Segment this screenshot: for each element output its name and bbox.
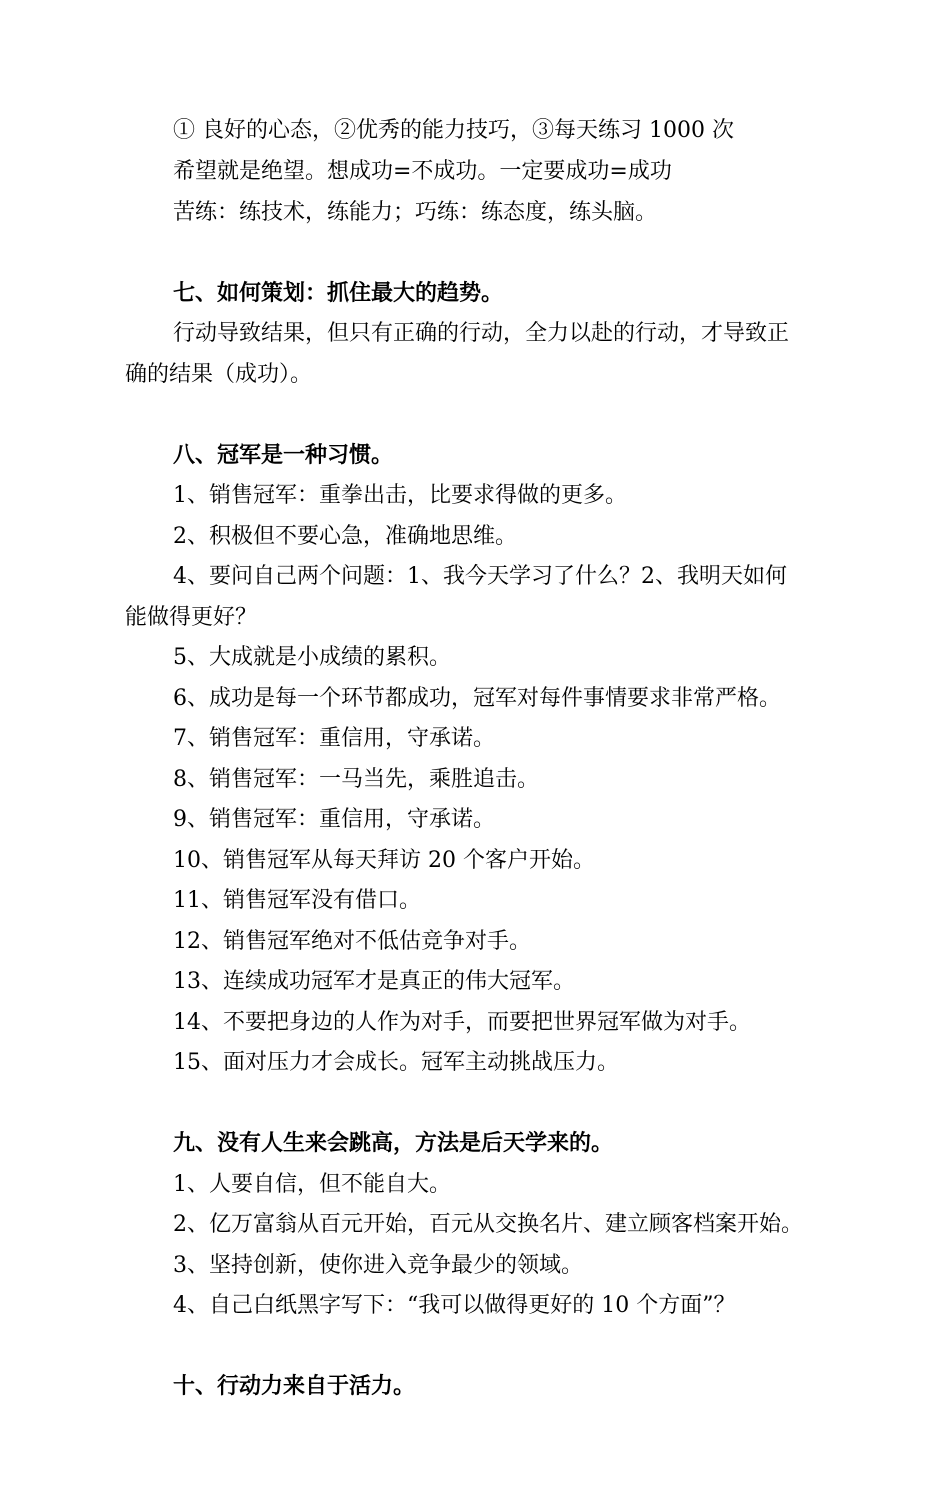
section-9-item: 3、坚持创新，使你进入竞争最少的领域。	[173, 1253, 583, 1278]
section-7-heading: 七、如何策划：抓住最大的趋势。	[173, 281, 504, 306]
section-8-item: 2、积极但不要心急，准确地思维。	[173, 524, 517, 549]
intro-line-3: 苦练：练技术，练能力；巧练：练态度，练头脑。	[173, 200, 658, 225]
section-8-item: 1、销售冠军：重拳出击，比要求得做的更多。	[173, 483, 627, 508]
section-8-item: 15、面对压力才会成长。冠军主动挑战压力。	[173, 1050, 619, 1075]
section-9-item: 2、亿万富翁从百元开始，百元从交换名片、建立顾客档案开始。	[173, 1212, 803, 1237]
section-8-item: 8、销售冠军：一马当先，乘胜追击。	[173, 767, 539, 792]
section-9-item: 1、人要自信，但不能自大。	[173, 1172, 451, 1197]
section-8-item: 5、大成就是小成绩的累积。	[173, 645, 451, 670]
section-10-heading: 十、行动力来自于活力。	[173, 1374, 416, 1399]
intro-line-2: 希望就是绝望。想成功=不成功。一定要成功=成功	[173, 159, 672, 184]
section-8-heading: 八、冠军是一种习惯。	[173, 443, 394, 468]
section-8-item: 11、销售冠军没有借口。	[173, 888, 421, 913]
section-7-paragraph-line-2: 确的结果（成功）。	[125, 362, 313, 387]
section-7-paragraph-line-1: 行动导致结果，但只有正确的行动，全力以赴的行动，才导致正	[173, 321, 790, 346]
section-8-item: 4、要问自己两个问题：1、我今天学习了什么？2、我明天如何	[173, 564, 787, 589]
section-9-item: 4、自己白纸黑字写下：“我可以做得更好的 10 个方面”？	[173, 1293, 736, 1318]
section-9-heading: 九、没有人生来会跳高，方法是后天学来的。	[173, 1131, 614, 1156]
section-8-item: 6、成功是每一个环节都成功，冠军对每件事情要求非常严格。	[173, 686, 781, 711]
section-8-item: 7、销售冠军：重信用，守承诺。	[173, 726, 495, 751]
section-8-item: 12、销售冠军绝对不低估竞争对手。	[173, 929, 531, 954]
intro-line-1: ① 良好的心态，②优秀的能力技巧，③每天练习 1000 次	[173, 118, 734, 143]
section-8-item: 14、不要把身边的人作为对手，而要把世界冠军做为对手。	[173, 1010, 751, 1035]
section-8-item: 13、连续成功冠军才是真正的伟大冠军。	[173, 969, 575, 994]
section-8-item: 9、销售冠军：重信用，守承诺。	[173, 807, 495, 832]
section-8-item: 10、销售冠军从每天拜访 20 个客户开始。	[173, 848, 595, 873]
section-8-item-continuation: 能做得更好？	[125, 605, 258, 630]
